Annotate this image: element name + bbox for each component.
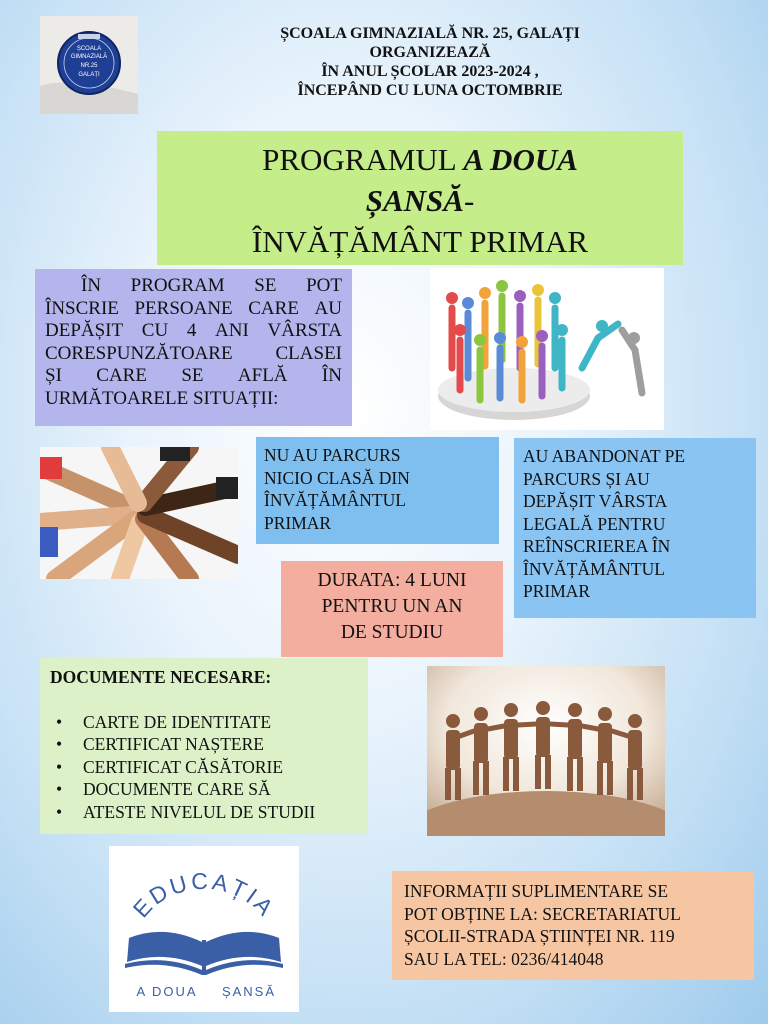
people-group-image bbox=[430, 268, 664, 430]
header-line: ORGANIZEAZĂ bbox=[369, 44, 491, 61]
required-documents-box bbox=[40, 658, 368, 834]
header-line: ÎNCEPÂND CU LUNA OCTOMBRIE bbox=[297, 82, 563, 99]
intro-line-5: ȘI CARE SE AFLĂ ÎN bbox=[45, 365, 342, 386]
stamp-text-1: ȘCOALA bbox=[76, 46, 102, 52]
intro-line-1: ÎN PROGRAM SE POT bbox=[81, 275, 342, 296]
edu-bottom-right: ȘANSĂ bbox=[221, 984, 277, 999]
paper-people-chain-image bbox=[427, 666, 665, 836]
documents-title: DOCUMENTE NECESARE: bbox=[50, 667, 272, 687]
stamp-text-3: NR.25 bbox=[80, 63, 98, 69]
intro-line-4: CORESPUNZĂTOARE CLASEI bbox=[45, 342, 342, 364]
stacked-hands-image bbox=[40, 447, 238, 579]
intro-line-6: URMĂTOARELE SITUAȚII: bbox=[45, 387, 279, 409]
open-book-icon bbox=[125, 932, 283, 975]
intro-line-3: DEPĂȘIT CU 4 ANI VÂRSTA bbox=[45, 320, 342, 341]
info-line: SAU LA TEL: 0236/414048 bbox=[404, 948, 604, 969]
education-second-chance-logo bbox=[109, 846, 299, 1012]
stamp-text-4: GALAȚI bbox=[78, 72, 100, 78]
documents-list bbox=[50, 711, 358, 824]
situation-box-abandoned: AU ABANDONAT PE PARCURS ȘI AU DEPĂȘIT VÂRSTA LEGALĂ PENTRU REÎNSCRIEREA ÎN ÎNVĂȚĂMÂNTUL PRIMAR bbox=[514, 438, 756, 618]
school-logo bbox=[40, 16, 138, 114]
header-line: ÎN ANUL ȘCOLAR 2023-2024 , bbox=[321, 63, 539, 80]
list-item-continuation: • ATESTE NIVELUL DE STUDII bbox=[50, 801, 358, 824]
list-item: • CERTIFICAT CĂSĂTORIE bbox=[50, 756, 358, 779]
title-emphasis: ȘANSĂ bbox=[365, 183, 464, 218]
edu-bottom-left: A DOUA bbox=[136, 984, 198, 999]
list-item: • CARTE DE IDENTITATE bbox=[50, 711, 358, 734]
title-emphasis: A DOUA bbox=[463, 142, 578, 177]
title-dash: - bbox=[463, 183, 475, 218]
title-subtitle: ÎNVĂȚĂMÂNT PRIMAR bbox=[251, 224, 589, 259]
info-line: INFORMAȚII SUPLIMENTARE SE bbox=[404, 881, 669, 901]
paper-chain-icon bbox=[427, 666, 665, 836]
stacked-hands-icon bbox=[40, 447, 238, 579]
situation-box-no-class: NU AU PARCURS NICIO CLASĂ DIN ÎNVĂȚĂMÂNTUL PRIMAR bbox=[256, 437, 499, 544]
program-title bbox=[157, 131, 683, 265]
intro-text bbox=[35, 269, 352, 426]
school-stamp-icon bbox=[40, 16, 138, 114]
info-line: POT OBȚINE LA: SECRETARIATUL bbox=[404, 903, 681, 924]
header-announcement bbox=[150, 24, 710, 100]
header-line: ȘCOALA GIMNAZIALĂ NR. 25, GALAȚI bbox=[280, 25, 580, 42]
people-group-illustration-icon bbox=[430, 268, 664, 430]
list-item: • CERTIFICAT NAȘTERE bbox=[50, 733, 358, 756]
edu-top-text: EDUCAȚIA bbox=[127, 867, 281, 923]
title-part: PROGRAMUL bbox=[262, 142, 464, 177]
intro-line-2: ÎNSCRIE PERSOANE CARE AU bbox=[45, 297, 342, 319]
info-line: ȘCOLII-STRADA ȘTIINȚEI NR. 119 bbox=[404, 926, 675, 946]
stamp-text-2: GIMNAZIALĂ bbox=[70, 54, 108, 60]
contact-info-box bbox=[392, 871, 754, 980]
duration-box: DURATA: 4 LUNI PENTRU UN AN DE STUDIU bbox=[281, 561, 503, 657]
list-item: • DOCUMENTE CARE SĂ bbox=[50, 778, 358, 801]
